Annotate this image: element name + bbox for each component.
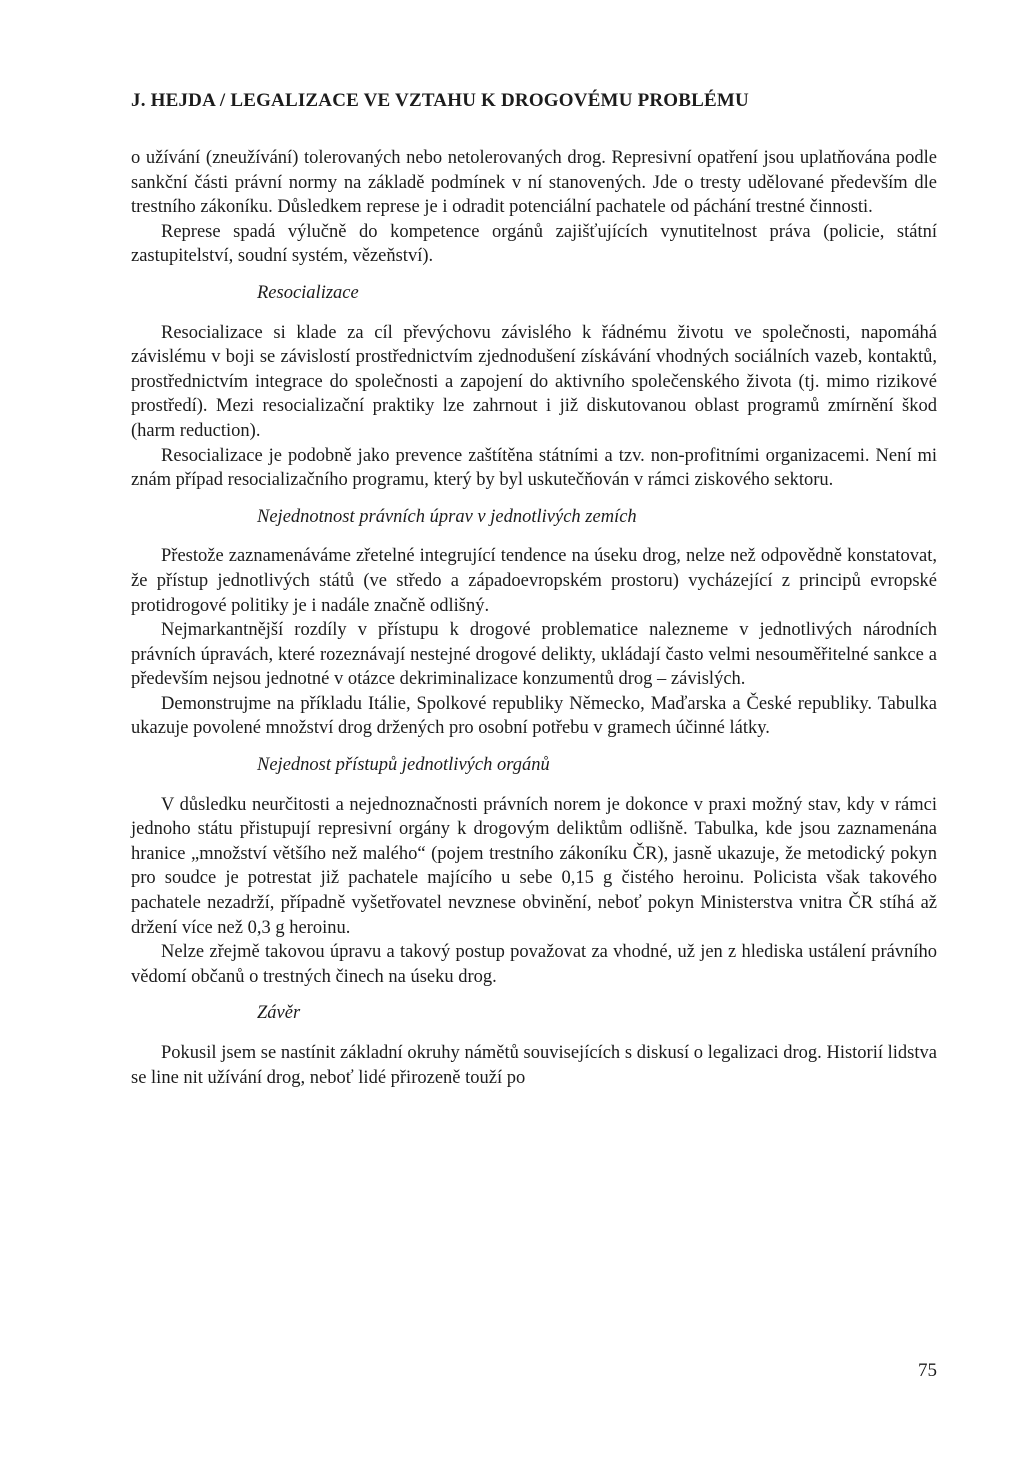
section-heading-nejednotnost: Nejednotnost právních úprav v jednotlivých zemích: [257, 506, 637, 527]
paragraph-nejednost-2: Nelze zřejmě takovou úpravu a takový postup považovat za vhodné, už jen z hlediska ustálení právního vědomí občanů o trestných činech na úseku drog.: [131, 942, 937, 987]
page-number: 75: [918, 1360, 937, 1381]
paragraph-resocializace-1: Resocializace si klade za cíl převýchovu závislého k řádnému životu ve společnosti, napomáhá závislému v boji se závislostí prostřednictvím zjednodušení získávání vhodných sociálních vazeb, kontaktů, prostřednictvím integrace do společnosti a zapojení do aktivního společenského života (tj. mimo rizikové prostředí). Mezi resocializační praktiky lze zahrnout i již diskutovanou oblast programů zmírnění škod (harm reduction).: [131, 322, 937, 441]
section-heading-resocializace: Resocializace: [257, 282, 359, 303]
paragraph-resocializace-2: Resocializace je podobně jako prevence zaštítěna státními a tzv. non-profitními organizacemi. Není mi znám případ resocializačního programu, který by byl uskutečňován v rámci ziskového sektoru.: [131, 445, 937, 491]
paragraph-nejednost-1: V důsledku neurčitosti a nejednoznačnosti právních norem je dokonce v praxi možný stav, kdy v rámci jednoho státu přistupují represivní orgány k drogovým deliktům odlišně. Tabulka, kde jsou zaznamenána hranice „množství většího než malého“ (pojem trestního zákoníku ČR), jasně ukazuje, že metodický pokyn pro soudce je potrestat již pachatele majícího u sebe 0,15 g čistého heroinu. Policista však takového pachatele nezadrží, případně vyšetřovatel nevznese obvinění, neboť pokyn Ministerstva vnitra ČR stíhá až držení více než 0,3 g heroinu.: [131, 794, 937, 938]
paragraph-intro-1: o užívání (zneužívání) tolerovaných nebo netolerovaných drog. Represivní opatření jsou uplatňována podle sankční části právní normy na základě podmínek v ní stanovených. Jde o tresty udělované především dle trestního zákoníku. Důsledkem represe je i odradit potenciální pachatele od páchání trestné činnosti.: [131, 148, 937, 218]
running-header: J. HEJDA / LEGALIZACE VE VZTAHU K DROGOVÉMU PROBLÉMU: [131, 90, 749, 111]
section-heading-nejednost: Nejednost přístupů jednotlivých orgánů: [257, 755, 550, 776]
paragraph-nejednotnost-2: Nejmarkantnější rozdíly v přístupu k drogové problematice nalezneme v jednotlivých národních právních úpravách, které rozeznávají nestejné drogové delikty, ukládají často velmi nesouměřitelné sankce a především nejsou jednotné v otázce dekriminalizace konzumentů drog – závislých.: [131, 620, 937, 690]
paragraph-intro-2: Represe spadá výlučně do kompetence orgánů zajišťujících vynutitelnost práva (policie, státní zastupitelství, soudní systém, vězeňství).: [131, 221, 937, 267]
section-heading-zaver: Závěr: [257, 1003, 301, 1024]
paragraph-zaver-1: Pokusil jsem se nastínit základní okruhy námětů souvisejících s diskusí o legalizaci drog. Historií lidstva se line nit užívání drog, neboť lidé přirozeně touží po: [131, 1043, 937, 1088]
paragraph-nejednotnost-1: Přestože zaznamenáváme zřetelné integrující tendence na úseku drog, nelze než odpovědně konstatovat, že přístup jednotlivých států (ve středo a západoevropském prostoru) vycházející z principů evropské protidrogové politiky je i nadále značně odlišný.: [131, 546, 937, 616]
page-content: [131, 90, 937, 1090]
paragraph-nejednotnost-3: Demonstrujme na příkladu Itálie, Spolkové republiky Německo, Maďarska a České republiky. Tabulka ukazuje povolené množství drog držených pro osobní potřebu v gramech účinné látky.: [131, 693, 937, 739]
